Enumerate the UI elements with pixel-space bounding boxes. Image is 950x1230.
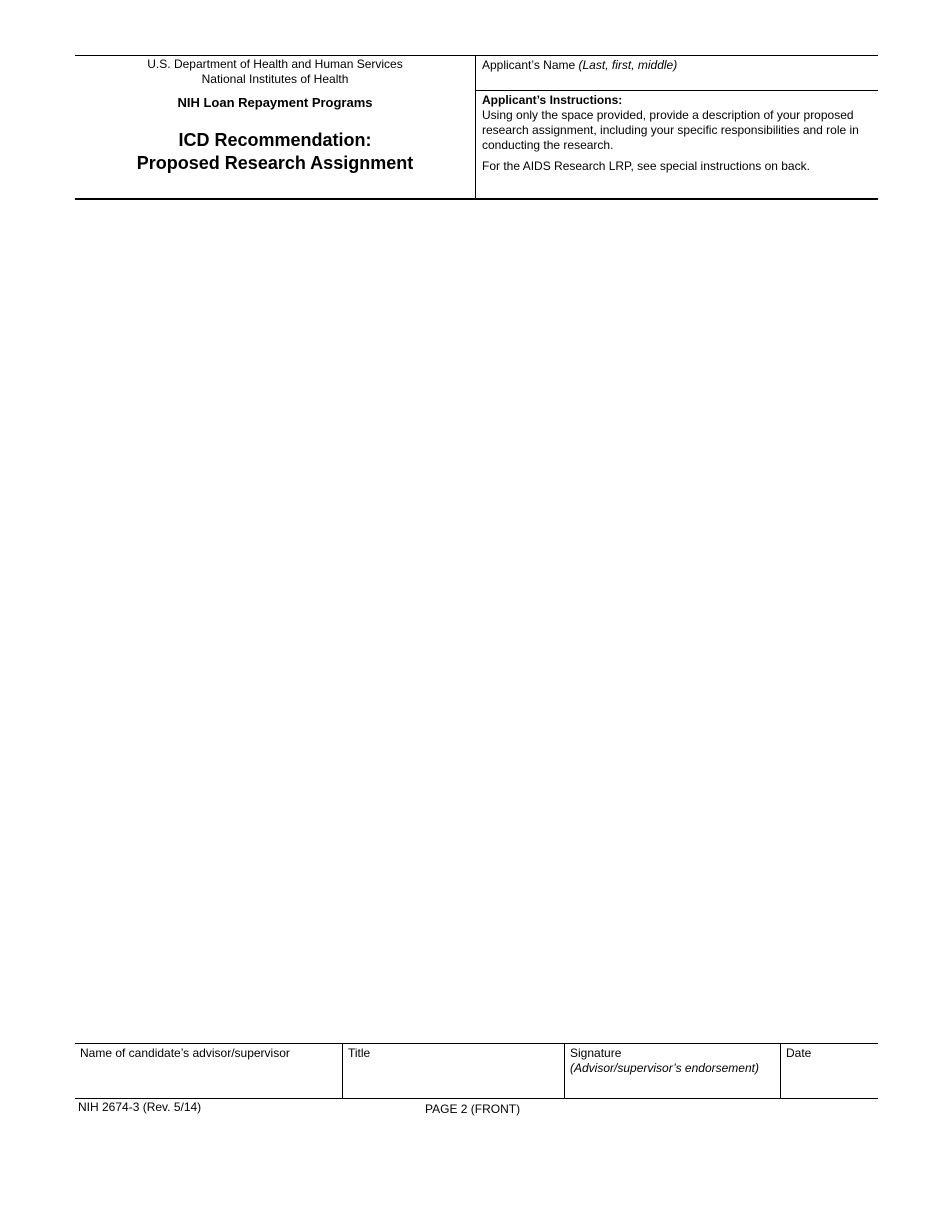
- advisor-name-field[interactable]: [75, 1044, 342, 1098]
- form-number: NIH 2674-3 (Rev. 5/14): [78, 1100, 202, 1114]
- agency-department: U.S. Department of Health and Human Services: [147, 57, 403, 71]
- signature-label: Signature: [570, 1046, 622, 1060]
- applicant-instructions: [482, 93, 874, 174]
- signature-field[interactable]: [564, 1044, 780, 1098]
- form-header: [75, 55, 878, 200]
- signature-hint: (Advisor/supervisor’s endorsement): [570, 1061, 759, 1075]
- form-title: [75, 129, 475, 175]
- form-title-line2: Proposed Research Assignment: [136, 153, 414, 173]
- research-assignment-text-area[interactable]: [75, 202, 878, 1040]
- advisor-name-label: Name of candidate’s advisor/supervisor: [80, 1046, 290, 1060]
- advisor-title-field[interactable]: [342, 1044, 564, 1098]
- instructions-heading: Applicant’s Instructions:: [482, 93, 623, 107]
- form-title-line1: ICD Recommendation:: [178, 130, 372, 150]
- instructions-text: Using only the space provided, provide a description of your proposed research assignment, including your specific responsibilities and role in conducting the research.: [482, 108, 859, 152]
- agency-institute: National Institutes of Health: [201, 72, 349, 86]
- header-applicant-block: [476, 56, 878, 198]
- applicant-name-field[interactable]: [476, 56, 878, 91]
- date-label: Date: [786, 1046, 812, 1060]
- instructions-aids-note: For the AIDS Research LRP, see special instructions on back.: [482, 159, 810, 173]
- date-field[interactable]: [780, 1044, 878, 1098]
- advisor-signature-row: [75, 1043, 878, 1099]
- header-title-block: [75, 56, 476, 198]
- program-name: NIH Loan Repayment Programs: [177, 95, 373, 110]
- page-number: PAGE 2 (FRONT): [425, 1102, 521, 1116]
- advisor-title-label: Title: [348, 1046, 371, 1060]
- applicant-name-label-text: Applicant’s Name: [482, 58, 576, 72]
- applicant-name-hint: (Last, first, middle): [578, 58, 678, 72]
- applicant-name-label: [482, 58, 677, 73]
